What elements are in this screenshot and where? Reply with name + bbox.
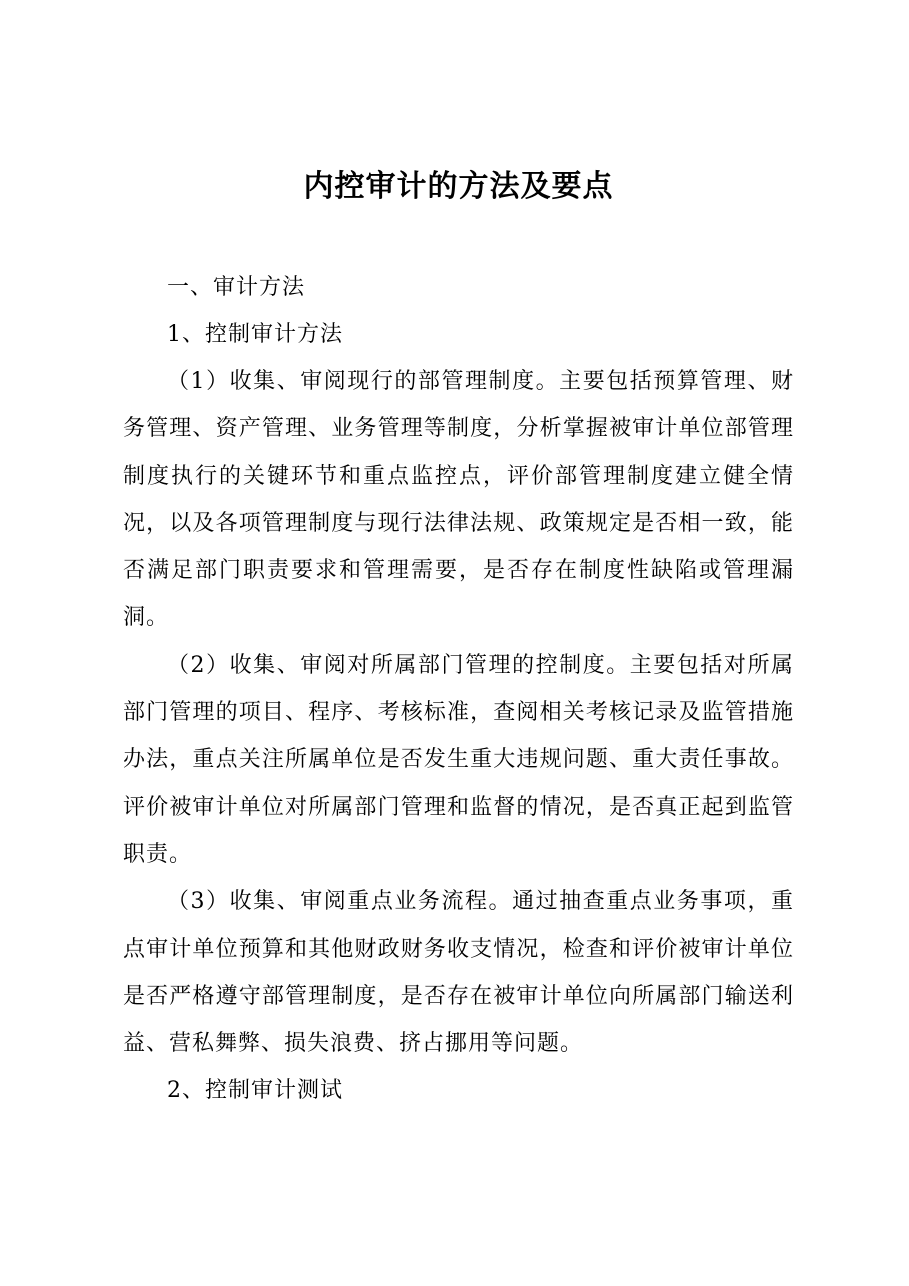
subsection-heading-control-audit-test: 2、控制审计测试 bbox=[167, 1078, 343, 1104]
document-title: 内控审计的方法及要点 bbox=[303, 169, 614, 204]
document-body bbox=[123, 264, 794, 1114]
section-heading-audit-methods: 一、审计方法 bbox=[167, 275, 306, 300]
paragraph-subordinate-department-control: （2）收集、审阅对所属部门管理的控制度。主要包括对所属部门管理的项目、程序、考核标准，查阅相关考核记录及监管措施办法，重点关注所属单位是否发生重大违规问题、重大责任事故。评价被审计单位对所属部门管理和监督的情况，是否真正起到监管职责。 bbox=[123, 652, 794, 867]
paragraph-internal-management-system: （1）收集、审阅现行的部管理制度。主要包括预算管理、财务管理、资产管理、业务管理等制度，分析掌握被审计单位部管理制度执行的关键环节和重点监控点，评价部管理制度建立健全情况，以及各项管理制度与现行法律法规、政策规定是否相一致，能否满足部门职责要求和管理需要，是否存在制度性缺陷或管理漏洞。 bbox=[123, 369, 794, 631]
subsection-heading-control-audit-methods: 1、控制审计方法 bbox=[167, 322, 343, 347]
paragraph-key-business-process: （3）收集、审阅重点业务流程。通过抽查重点业务事项，重点审计单位预算和其他财政财务收支情况，检查和评价被审计单位是否严格遵守部管理制度，是否存在被审计单位向所属部门输送利益、营私舞弊、损失浪费、挤占挪用等问题。 bbox=[123, 889, 794, 1057]
